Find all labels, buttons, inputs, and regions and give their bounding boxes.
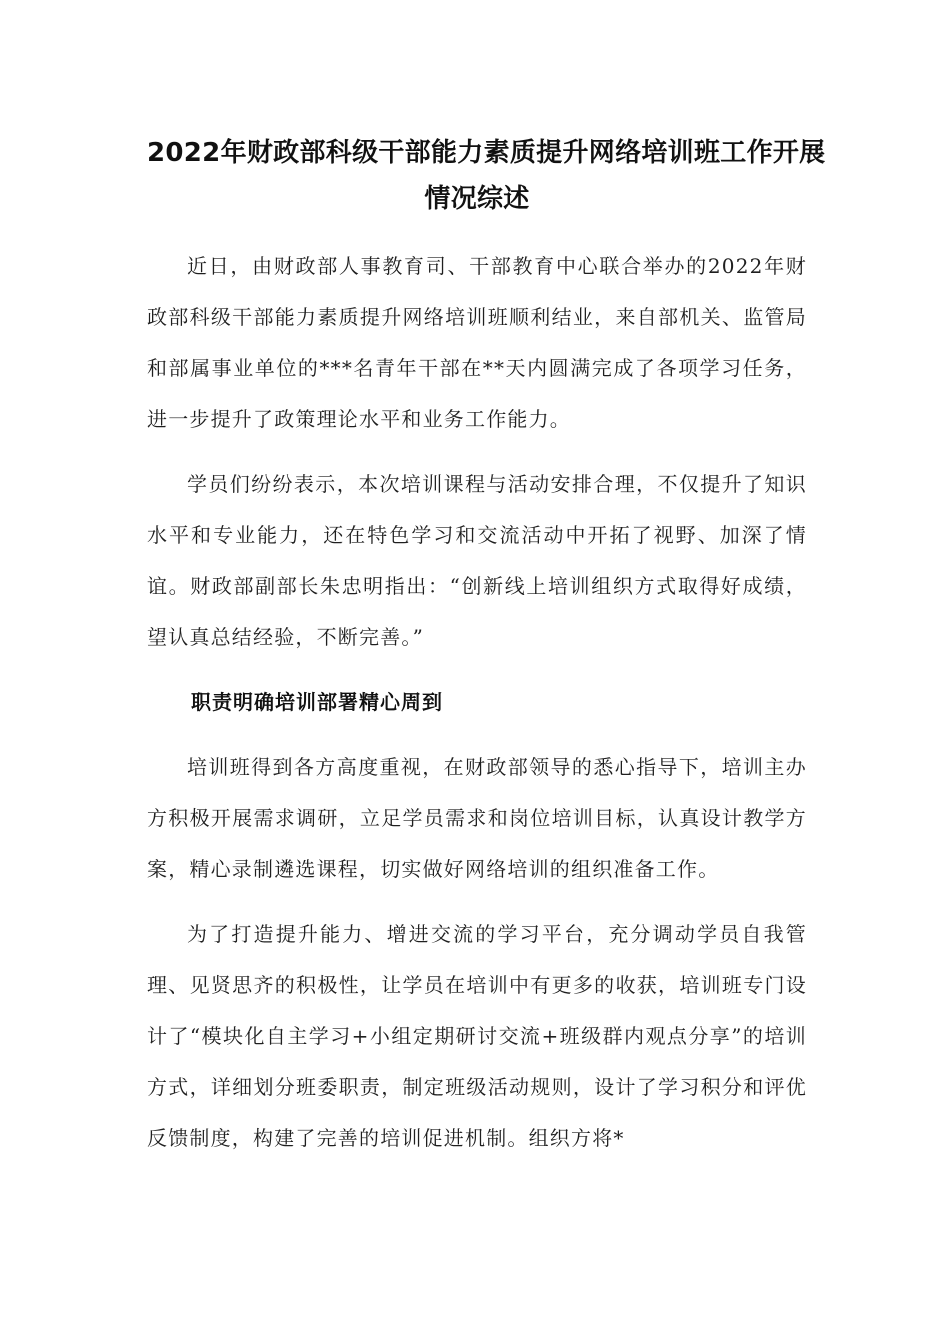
title-line-1: 2022年财政部科级干部能力素质提升网络培训班工作开展 xyxy=(147,138,826,168)
paragraph-preparation: 培训班得到各方高度重视，在财政部领导的悉心指导下，培训主办方积极开展需求调研，立足学员需求和岗位培训目标，认真设计教学方案，精心录制遴选课程，切实做好网络培训的组织准备工作。 xyxy=(147,755,807,881)
paragraph-intro: 近日，由财政部人事教育司、干部教育中心联合举办的2022年财政部科级干部能力素质提升网络培训班顺利结业，来自部机关、监管局和部属事业单位的***名青年干部在**天内圆满完成了各项学习任务，进一步提升了政策理论水平和业务工作能力。 xyxy=(147,254,807,431)
document-body xyxy=(147,130,826,1164)
paragraph-platform: 为了打造提升能力、增进交流的学习平台，充分调动学员自我管理、见贤思齐的积极性，让学员在培训中有更多的收获，培训班专门设计了“模块化自主学习+小组定期研讨交流+班级群内观点分享”的培训方式，详细划分班委职责，制定班级活动规则，设计了学习积分和评优反馈制度，构建了完善的培训促进机制。组织方将* xyxy=(147,922,807,1150)
document-title xyxy=(147,130,826,222)
section-heading: 职责明确培训部署精心周到 xyxy=(191,690,443,714)
paragraph-feedback: 学员们纷纷表示，本次培训课程与活动安排合理，不仅提升了知识水平和专业能力，还在特色学习和交流活动中开拓了视野、加深了情谊。财政部副部长朱忠明指出：“创新线上培训组织方式取得好成绩，望认真总结经验，不断完善。” xyxy=(147,472,807,649)
title-line-2: 情况综述 xyxy=(424,184,530,214)
